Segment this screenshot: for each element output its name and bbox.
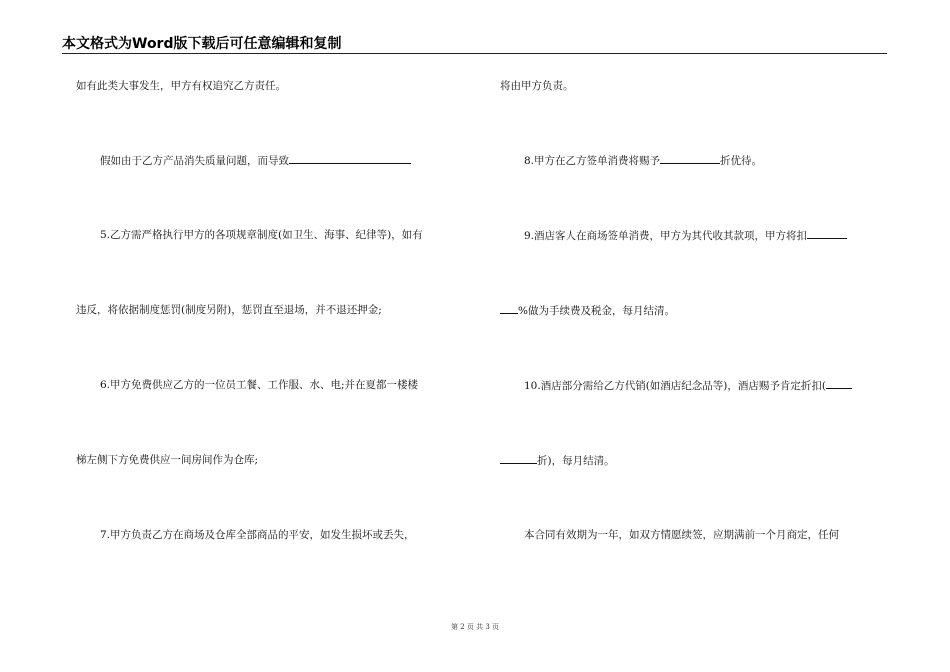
line-text: 5.乙方需严格执行甲方的各项规章制度(如卫生、海事、纪律等)，如有: [100, 229, 423, 241]
line-text: 本合同有效期为一年，如双方情愿续签，应期满前一个月商定，任何: [524, 529, 839, 541]
line-text: 折优待。: [720, 155, 763, 167]
fill-in-blank[interactable]: [289, 153, 411, 164]
line-text: 如有此类大事发生，甲方有权追究乙方责任。: [76, 80, 286, 92]
fill-in-blank[interactable]: [826, 378, 852, 389]
paragraph-line: [500, 303, 675, 318]
clause-7-line: [76, 528, 415, 542]
fill-in-blank[interactable]: [500, 453, 537, 464]
paragraph-line: [500, 453, 615, 468]
paragraph-line: [76, 453, 258, 467]
line-text: %做为手续费及税金，每月结清。: [518, 305, 675, 317]
document-header-title: 本文格式为Word版下载后可任意编辑和复制: [62, 36, 342, 52]
line-text: 6.甲方免费供应乙方的一位员工餐、工作服、水、电;并在夏都一楼楼: [100, 379, 419, 391]
line-text: 违反，将依据制度惩罚(制度另附)，惩罚直至退场，并不退还押金;: [76, 304, 382, 316]
line-text: 假如由于乙方产品消失质量问题，而导致: [100, 155, 289, 167]
fill-in-blank[interactable]: [660, 153, 720, 164]
line-text: 折)，每月结清。: [537, 455, 615, 467]
line-text: 7.甲方负责乙方在商场及仓库全部商品的平安，如发生损坏或丢失，: [100, 529, 415, 541]
line-text: 10.酒店部分需给乙方代销(如酒店纪念品等)，酒店赐予肯定折扣(: [524, 380, 826, 392]
line-text: 将由甲方负责。: [500, 80, 574, 92]
paragraph-line: [76, 79, 286, 93]
fill-in-blank[interactable]: [807, 228, 847, 239]
line-text: 8.甲方在乙方签单消费将赐予: [524, 155, 661, 167]
paragraph-line: [500, 79, 574, 93]
page-number: 第 2 页 共 3 页: [450, 623, 500, 631]
clause-6-line: [76, 378, 418, 392]
header-divider: [62, 53, 887, 54]
fill-in-blank[interactable]: [500, 303, 518, 314]
clause-10-line: [500, 378, 852, 393]
paragraph-line: [76, 303, 382, 317]
line-text: 9.酒店客人在商场签单消费，甲方为其代收其款项，甲方将扣: [524, 230, 808, 242]
term-clause-line: [500, 528, 839, 542]
line-text: 梯左侧下方免费供应一间房间作为仓库;: [76, 454, 259, 466]
paragraph-line: [76, 153, 411, 168]
clause-9-line: [500, 228, 847, 243]
clause-5-line: [76, 228, 423, 242]
clause-8-line: [500, 153, 762, 168]
